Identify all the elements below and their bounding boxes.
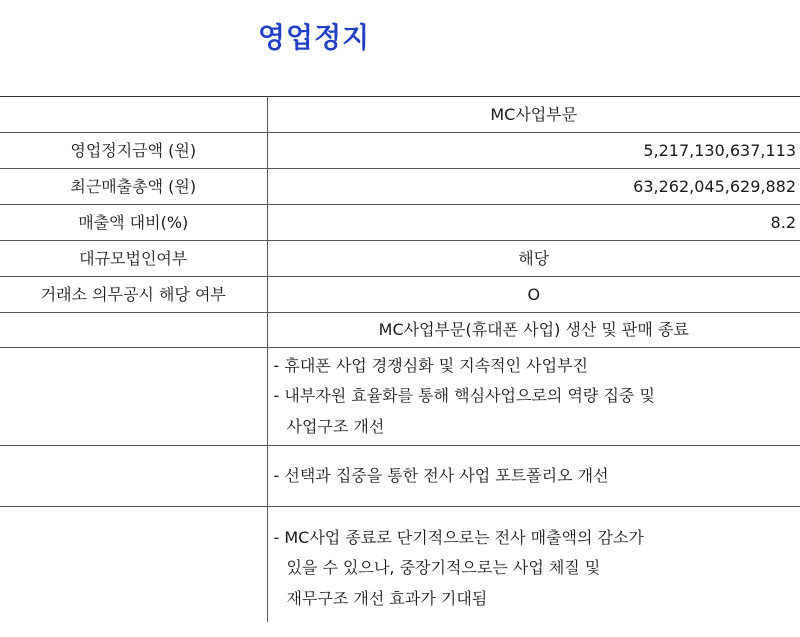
page-title: 영업정지: [258, 21, 371, 54]
row-value-exchange-disclosure: O: [267, 277, 800, 313]
table-row: [0, 313, 800, 348]
row-value-recent-revenue: 63,262,045,629,882: [267, 169, 800, 205]
disclosure-table: [0, 96, 800, 622]
table-row: [0, 348, 800, 446]
header-label-cell: [0, 97, 267, 133]
purpose-line: - 선택과 집중을 통한 전사 사업 포트폴리오 개선: [273, 465, 609, 485]
reason-cell: [267, 348, 800, 446]
row-label-revenue-ratio: 매출액 대비(%): [0, 205, 267, 241]
purpose-cell: [267, 446, 800, 507]
row-value-large-corp: 해당: [267, 241, 800, 277]
content-title-label-cell: [0, 313, 267, 348]
table-row: [0, 446, 800, 507]
table-row: [0, 241, 800, 277]
purpose-label-cell: [0, 446, 267, 507]
row-label-suspension-amount: 영업정지금액 (원): [0, 133, 267, 169]
effect-cell: [267, 507, 800, 622]
content-title-cell: MC사업부문(휴대폰 사업) 생산 및 판매 종료: [267, 313, 800, 348]
effect-label-cell: [0, 507, 267, 622]
reason-line: - 휴대폰 사업 경쟁심화 및 지속적인 사업부진: [273, 355, 588, 375]
reason-line: 사업구조 개선: [286, 416, 385, 436]
table-header-row: [0, 97, 800, 133]
effect-line: - MC사업 종료로 단기적으로는 전사 매출액의 감소가: [273, 528, 644, 547]
table-row: [0, 169, 800, 205]
effect-line: 있을 수 있으나, 중장기적으로는 사업 체질 및: [286, 558, 601, 578]
effect-line: 재무구조 개선 효과가 기대됨: [286, 588, 488, 608]
table-row: [0, 507, 800, 622]
table-row: [0, 205, 800, 241]
row-value-suspension-amount: 5,217,130,637,113: [267, 133, 800, 169]
table-row: [0, 133, 800, 169]
reason-label-cell: [0, 348, 267, 446]
row-label-exchange-disclosure: 거래소 의무공시 해당 여부: [0, 277, 267, 313]
row-label-recent-revenue: 최근매출총액 (원): [0, 169, 267, 205]
row-label-large-corp: 대규모법인여부: [0, 241, 267, 277]
reason-line: - 내부자원 효율화를 통해 핵심사업으로의 역량 집중 및: [273, 386, 655, 406]
table-row: [0, 277, 800, 313]
row-value-revenue-ratio: 8.2: [267, 205, 800, 241]
header-value-cell: MC사업부문: [267, 97, 800, 133]
